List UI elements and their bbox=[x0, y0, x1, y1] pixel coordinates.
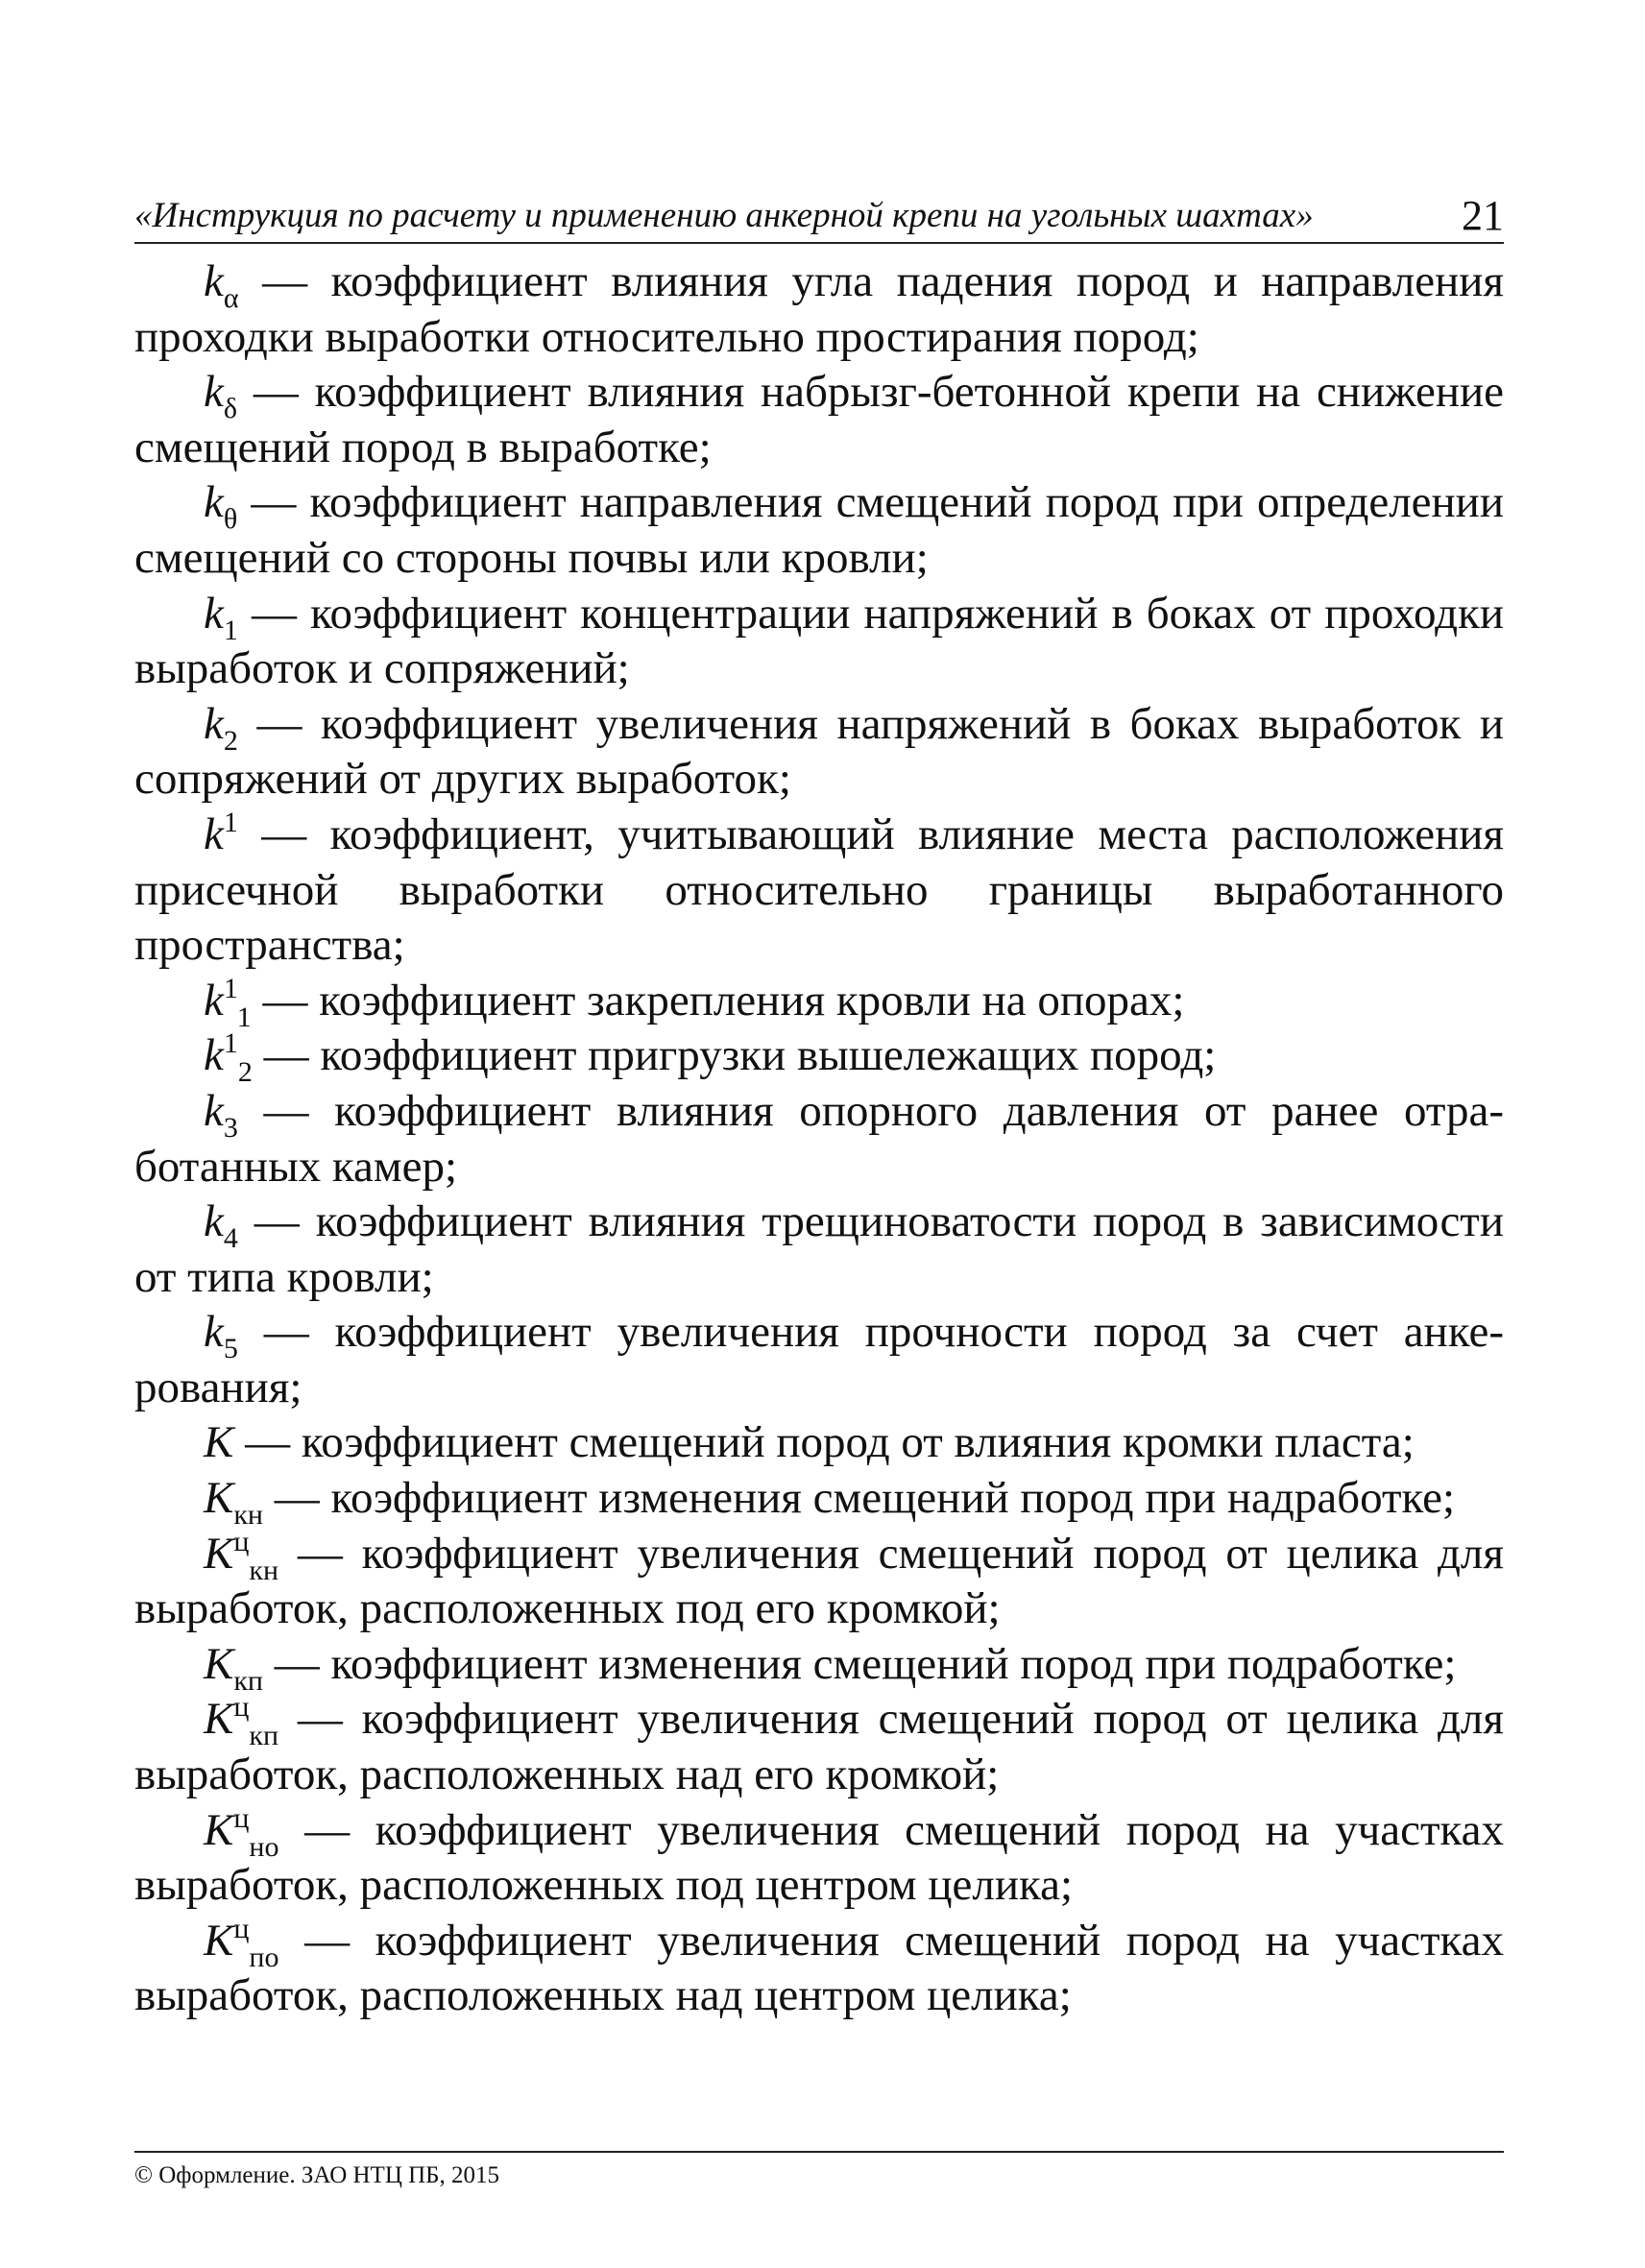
definitions-list bbox=[134, 254, 1504, 2024]
definition-text: — коэффициент увеличения смещений пород от целика для выработок, расположенных над его кромкой; bbox=[134, 1694, 1504, 1800]
symbol: $K_{кп}$ bbox=[204, 1638, 263, 1697]
symbol: K bbox=[204, 1417, 234, 1468]
definition-item bbox=[134, 1471, 1504, 1532]
definition-item bbox=[134, 1084, 1504, 1194]
symbol: $k^1$ bbox=[204, 806, 238, 859]
symbol: $k^1_1$ bbox=[204, 972, 252, 1033]
definition-item bbox=[134, 1305, 1504, 1415]
definition-text: — коэффициент влияния трещиноватости пород в зависимости от типа кровли; bbox=[134, 1196, 1504, 1302]
symbol: $K^ц_{кн}$ bbox=[204, 1525, 279, 1586]
symbol: $k_2$ bbox=[204, 698, 238, 757]
definition-item bbox=[134, 1637, 1504, 1697]
definition-text: — коэффициент увеличения напряжений в боках выработок и сопряжений от других выработок; bbox=[134, 698, 1504, 805]
definition-item bbox=[134, 1527, 1504, 1637]
header-title: «Инструкция по расчету и применению анкерной крепи на угольных шахтах» bbox=[134, 196, 1314, 235]
definition-text: — коэффициент увеличения прочности пород за счет анкерования; bbox=[134, 1307, 1504, 1412]
symbol: $k_\alpha$ bbox=[204, 256, 239, 314]
definition-text: — коэффициент пригрузки вышележащих пород; bbox=[252, 1030, 1217, 1081]
definition-text: — коэффициент смещений пород от влияния кромки пласта; bbox=[233, 1417, 1415, 1468]
definition-item bbox=[134, 475, 1504, 586]
definition-item bbox=[134, 587, 1504, 697]
symbol: $k_1$ bbox=[204, 588, 238, 646]
symbol: $K^ц_{но}$ bbox=[204, 1801, 279, 1863]
symbol: $k_4$ bbox=[204, 1196, 238, 1255]
definition-text: — коэффициент закрепления кровли на опорах; bbox=[251, 975, 1185, 1025]
definition-text: — коэффициент изменения смещений пород при надработке; bbox=[263, 1473, 1456, 1524]
symbol: $k_3$ bbox=[204, 1085, 238, 1144]
definition-text: — коэффициент увеличения смещений пород от целика для выработок, расположенных под его кромкой; bbox=[134, 1528, 1504, 1634]
definition-item bbox=[134, 1194, 1504, 1305]
symbol: $K^ц_{по}$ bbox=[204, 1912, 279, 1973]
definition-text: — коэффициент увеличения смещений пород на участках выработок, расположенных над центром целика; bbox=[134, 1915, 1504, 2021]
symbol: $k_\delta$ bbox=[204, 367, 238, 425]
definition-item bbox=[134, 365, 1504, 475]
symbol: $K_{кн}$ bbox=[204, 1473, 263, 1532]
definition-item bbox=[134, 1027, 1504, 1089]
definition-item bbox=[134, 972, 1504, 1033]
definition-text: — коэффициент влияния угла падения пород и направления проходки выработки относительно простирания пород; bbox=[134, 256, 1504, 362]
copyright-text: © Оформление. ЗАО НТЦ ПБ, 2015 bbox=[134, 2162, 500, 2188]
definition-text: — коэффициент изменения смещений пород при подработке; bbox=[263, 1638, 1457, 1689]
running-header bbox=[134, 188, 1504, 244]
definition-text: — коэффициент влияния набрызг-бетонной крепи на снижение смещений пород в выработке; bbox=[134, 367, 1504, 472]
symbol: $k_5$ bbox=[204, 1307, 238, 1365]
definition-item bbox=[134, 1415, 1504, 1471]
definition-item bbox=[134, 1914, 1504, 2024]
page-number: 21 bbox=[1462, 192, 1504, 239]
definition-text: — коэффициент, учитывающий влияние места расположения присечной выработки относительно границы выработанного пространства; bbox=[134, 808, 1504, 971]
definition-item bbox=[134, 254, 1504, 365]
footer bbox=[134, 2151, 1504, 2189]
definition-text: — коэффициент направления смещений пород при определении смещений со стороны почвы или кровли; bbox=[134, 477, 1504, 583]
definition-item bbox=[134, 1803, 1504, 1914]
definition-item bbox=[134, 697, 1504, 808]
symbol: $k^1_2$ bbox=[204, 1027, 253, 1089]
definition-text: — коэффициент увеличения смещений пород на участках выработок, расположенных под центром целика; bbox=[134, 1804, 1504, 1911]
definition-item bbox=[134, 1692, 1504, 1802]
definition-text: — коэффициент концентрации напряжений в боках от проходки выработок и сопряжений; bbox=[134, 588, 1504, 694]
definition-item bbox=[134, 808, 1504, 974]
symbol: $K^ц_{кп}$ bbox=[204, 1691, 279, 1752]
symbol: $k_\theta$ bbox=[204, 477, 238, 536]
definition-text: — коэффициент влияния опорного давления от ранее отработанных камер; bbox=[134, 1085, 1504, 1192]
